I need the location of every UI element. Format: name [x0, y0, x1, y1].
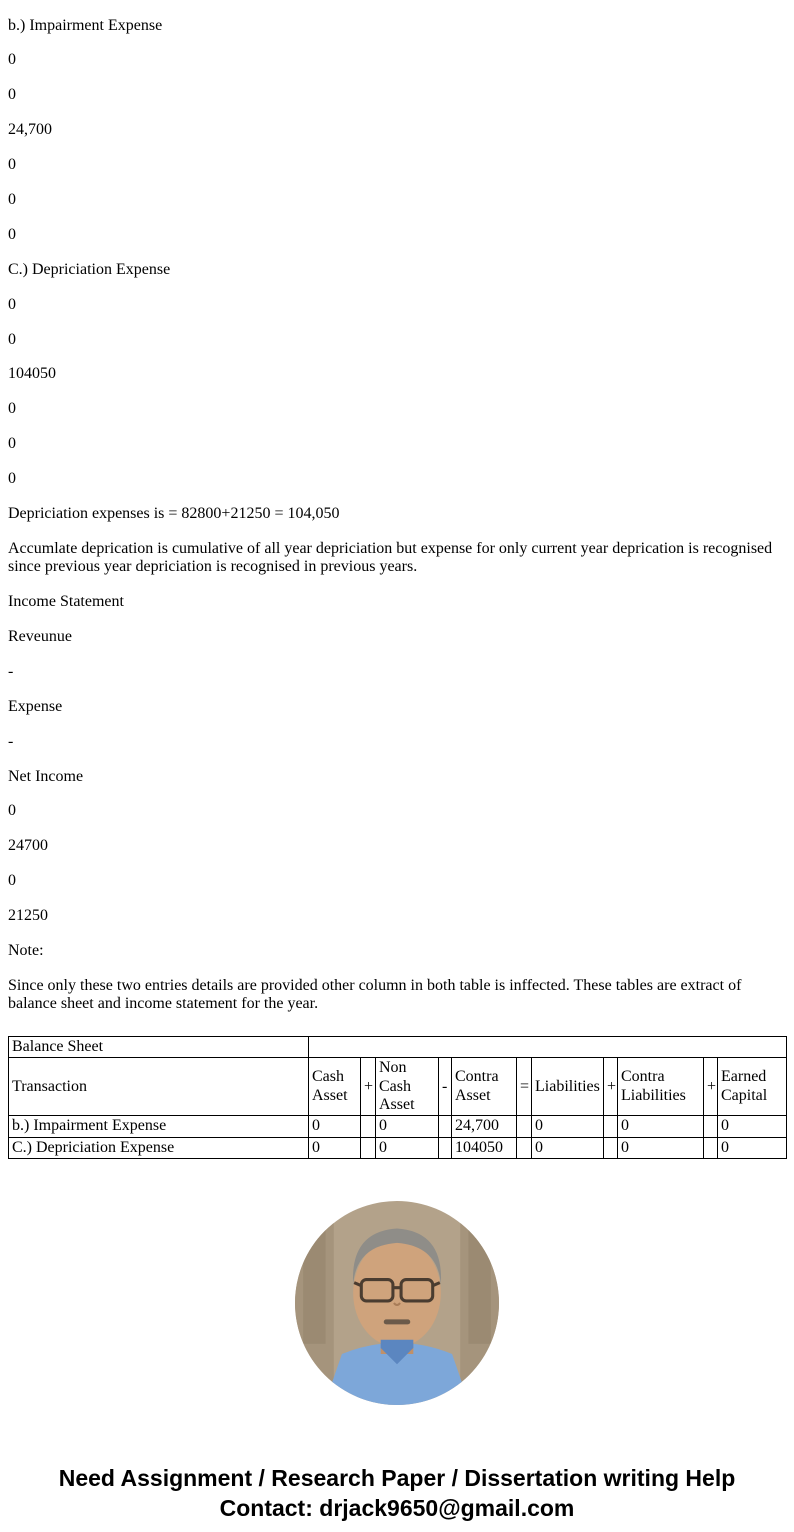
paragraph: Note:	[8, 942, 44, 960]
table-title-filler-cell	[309, 1036, 787, 1057]
paragraph: Since only these two entries details are provided other column in both table is inffected. These tables are extract of balance sheet and income statement for the year.	[8, 976, 742, 1013]
paragraph: 104050	[8, 365, 56, 383]
table-header-row	[9, 1058, 787, 1116]
table-cell	[439, 1116, 452, 1137]
document-body	[8, 17, 786, 1524]
paragraph: C.) Depriciation Expense	[8, 260, 171, 278]
table-cell: 0	[618, 1116, 704, 1137]
header-plus-operator: +	[704, 1058, 718, 1116]
paragraph: 0	[8, 872, 16, 890]
footer-ad	[8, 1464, 786, 1524]
paragraph: b.) Impairment Expense	[8, 16, 163, 34]
header-plus-operator: +	[361, 1058, 376, 1116]
header-contra-asset: Contra Asset	[452, 1058, 517, 1116]
table-cell	[517, 1116, 532, 1137]
table-row	[9, 1137, 787, 1158]
header-non-cash-asset: Non Cash Asset	[376, 1058, 439, 1116]
table-cell	[704, 1137, 718, 1158]
paragraph: 0	[8, 802, 16, 820]
table-cell: 0	[376, 1116, 439, 1137]
table-cell: 0	[718, 1137, 787, 1158]
footer-help-text: Need Assignment / Research Paper / Dissertation writing Help	[58, 1465, 736, 1492]
table-cell: 0	[618, 1137, 704, 1158]
table-title-cell: Balance Sheet	[9, 1036, 309, 1057]
person-photo-avatar	[295, 1201, 499, 1405]
header-equals-operator: =	[517, 1058, 532, 1116]
paragraph: Expense	[8, 697, 63, 715]
header-cash-asset: Cash Asset	[309, 1058, 361, 1116]
table-cell: 0	[309, 1137, 361, 1158]
table-cell: 0	[532, 1116, 604, 1137]
table-cell: 0	[309, 1116, 361, 1137]
footer-contact-text: Contact: drjack9650@gmail.com	[219, 1494, 575, 1521]
balance-sheet-table	[8, 1036, 787, 1159]
table-cell	[361, 1116, 376, 1137]
header-minus-operator: -	[439, 1058, 452, 1116]
paragraph: 24,700	[8, 121, 52, 139]
table-cell	[604, 1137, 618, 1158]
table-cell	[439, 1137, 452, 1158]
table-cell: 104050	[452, 1137, 517, 1158]
header-plus-operator: +	[604, 1058, 618, 1116]
table-cell: 24,700	[452, 1116, 517, 1137]
paragraph: 0	[8, 156, 16, 174]
paragraph: 0	[8, 435, 16, 453]
table-cell: 0	[532, 1137, 604, 1158]
paragraph: Income Statement	[8, 593, 124, 611]
paragraph: -	[8, 662, 14, 680]
paragraph: 24700	[8, 837, 48, 855]
paragraph: Accumlate deprication is cumulative of all year depriciation but expense for only current year deprication is recognised since previous year depriciation is recognised in previous years.	[8, 539, 773, 576]
paragraph: 0	[8, 470, 16, 488]
table-cell: 0	[718, 1116, 787, 1137]
header-contra-liabilities: Contra Liabilities	[618, 1058, 704, 1116]
avatar-section	[8, 1201, 786, 1410]
table-cell	[517, 1137, 532, 1158]
paragraph: 21250	[8, 907, 48, 925]
table-row	[9, 1116, 787, 1137]
header-liabilities: Liabilities	[532, 1058, 604, 1116]
paragraph: Net Income	[8, 767, 84, 785]
table-cell	[361, 1137, 376, 1158]
paragraph: 0	[8, 400, 16, 418]
paragraph: Depriciation expenses is = 82800+21250 = 104,050	[8, 504, 340, 522]
table-title-row	[9, 1036, 787, 1057]
paragraph: 0	[8, 330, 16, 348]
paragraph: 0	[8, 190, 16, 208]
paragraph: 0	[8, 86, 16, 104]
paragraph: 0	[8, 295, 16, 313]
table-cell: 0	[376, 1137, 439, 1158]
paragraph: 0	[8, 51, 16, 69]
table-cell	[704, 1116, 718, 1137]
header-earned-capital: Earned Capital	[718, 1058, 787, 1116]
paragraph: 0	[8, 225, 16, 243]
table-cell: b.) Impairment Expense	[9, 1116, 309, 1137]
table-cell: C.) Depriciation Expense	[9, 1137, 309, 1158]
table-cell	[604, 1116, 618, 1137]
paragraph: Reveunue	[8, 628, 72, 646]
header-transaction: Transaction	[9, 1058, 309, 1116]
paragraph: -	[8, 732, 14, 750]
